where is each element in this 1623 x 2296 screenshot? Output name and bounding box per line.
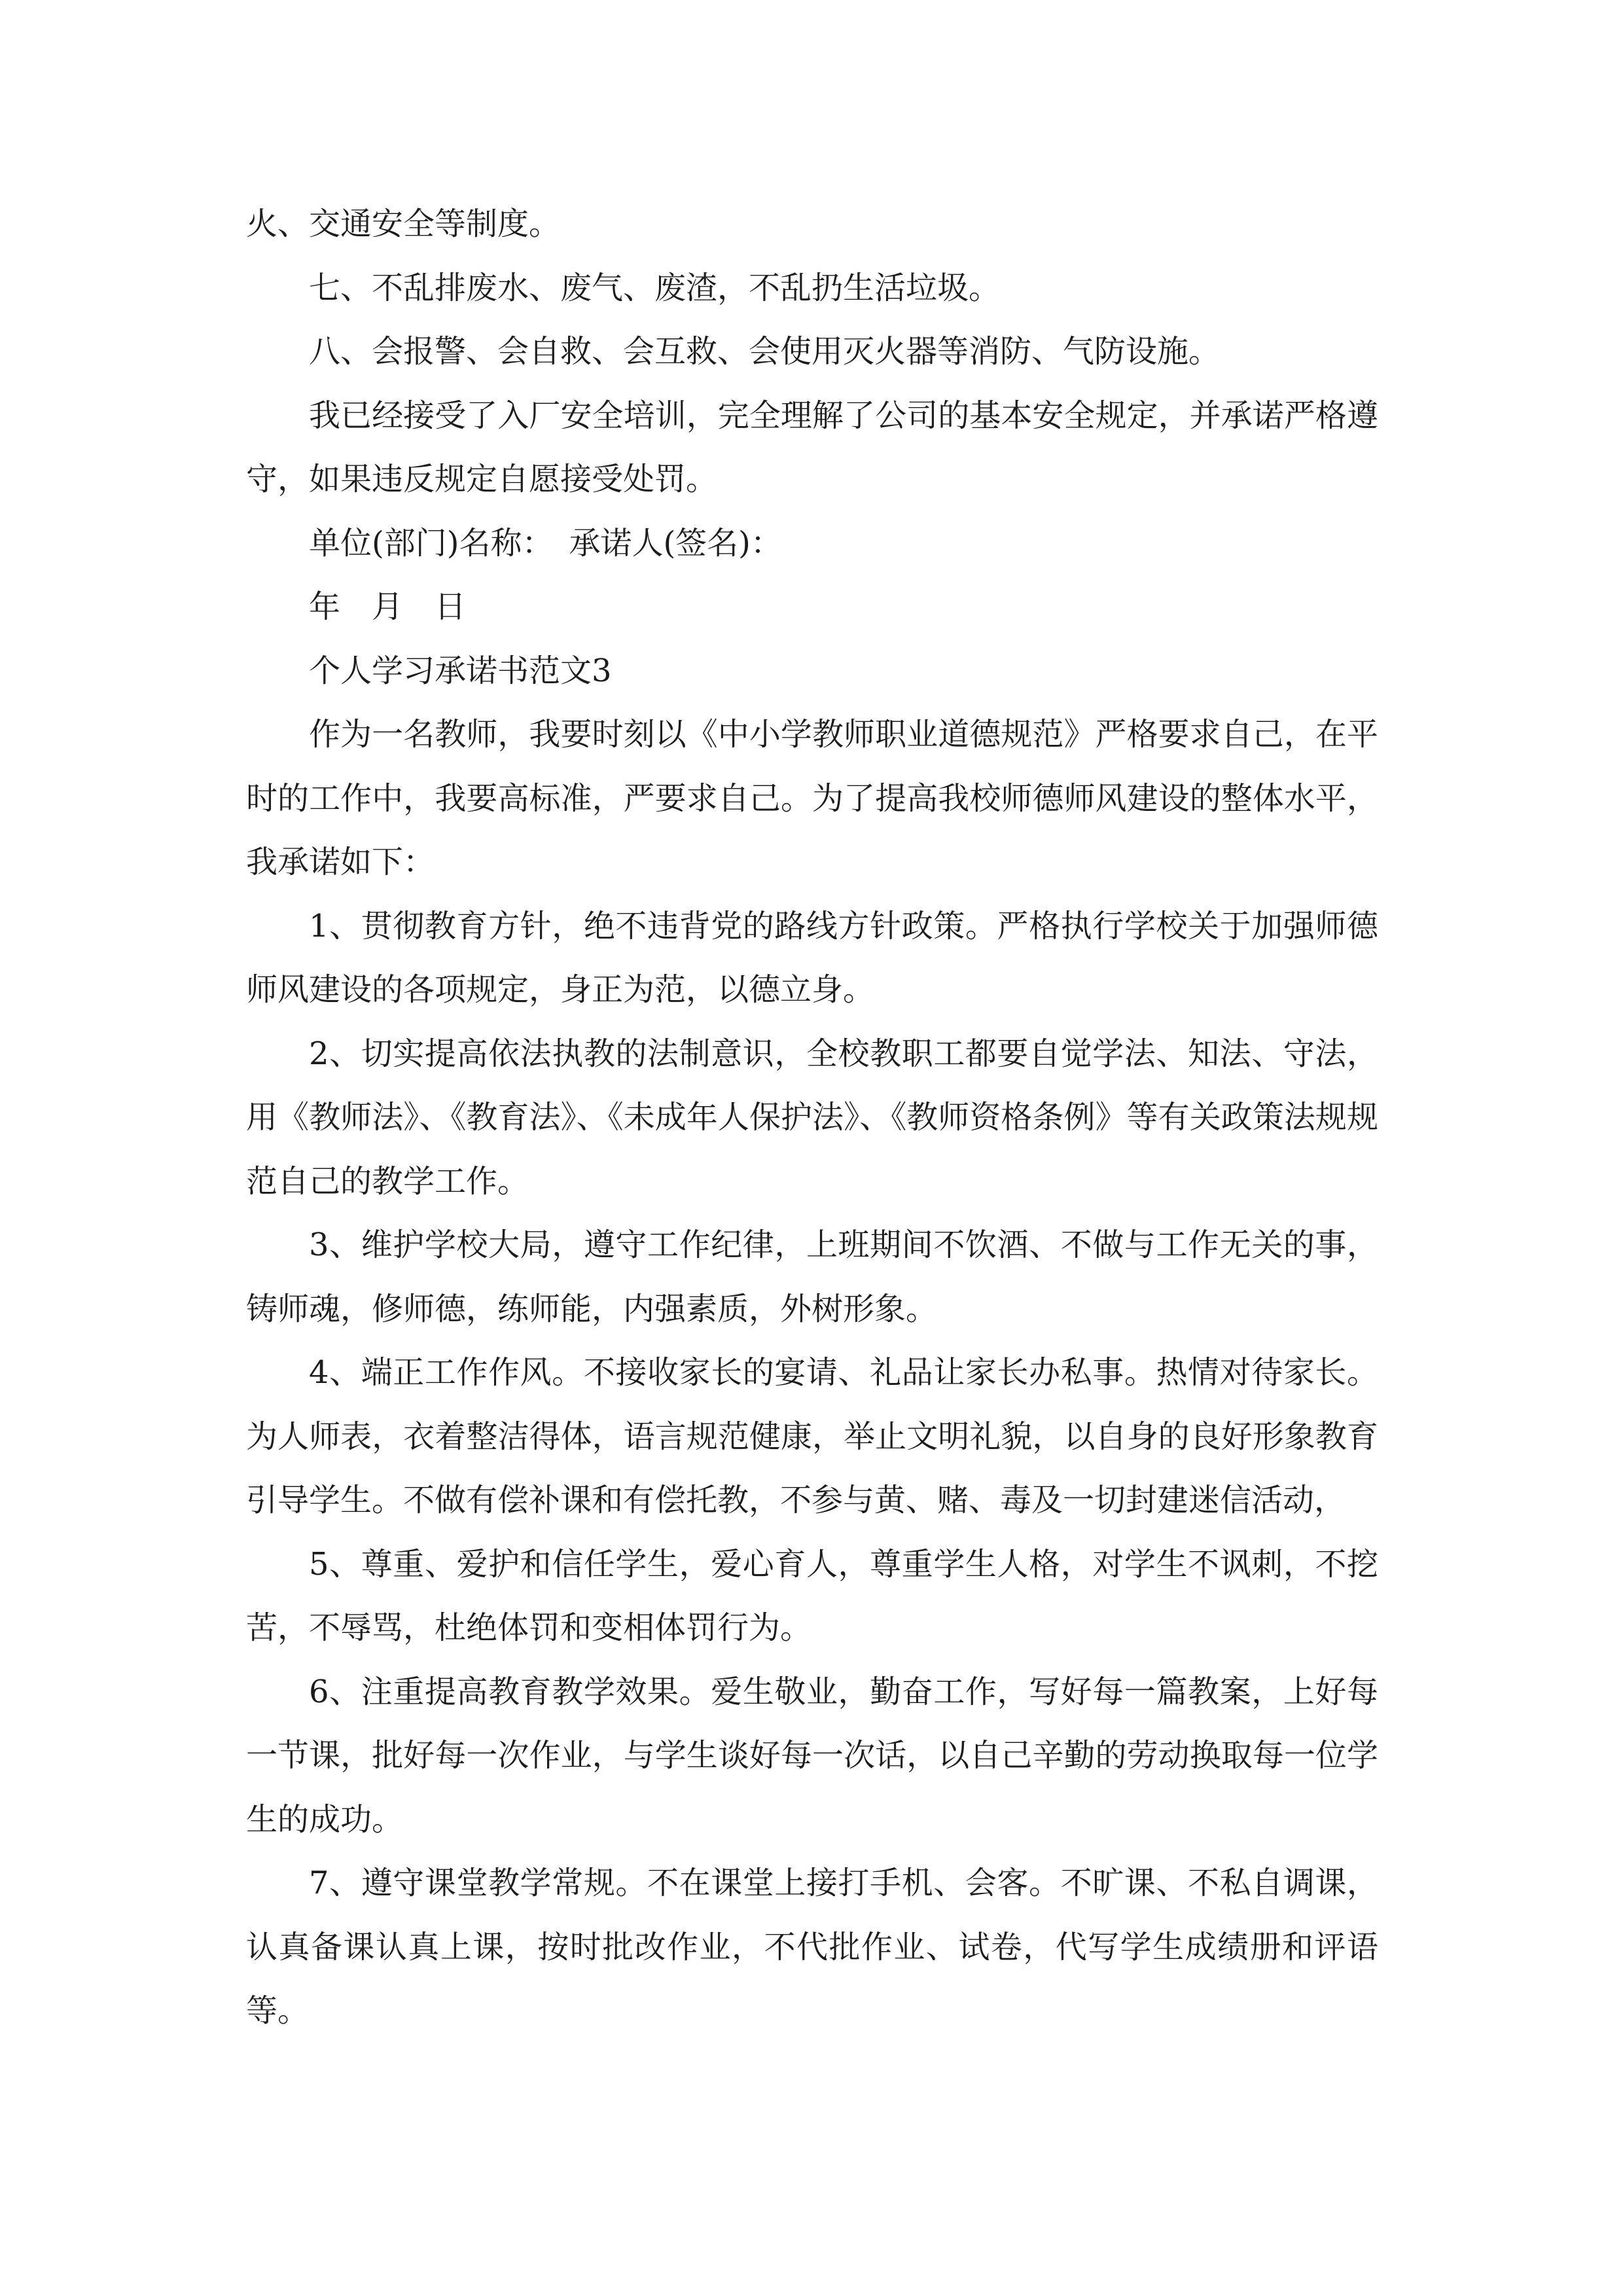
date-line: 年 月 日: [309, 588, 467, 625]
paragraph-intro: 作为一名教师，我要时刻以《中小学教师职业道德规范》严格要求自己，在平时的工作中，我要高标准，严要求自己。为了提高我校师德师风建设的整体水平，我承诺如下：: [246, 716, 1378, 880]
paragraph-pledge-2: 2、切实提高依法执教的法制意识，全校教职工都要自觉学法、知法、守法，用《教师法》、《教育法》、《未成年人保护法》、《教师资格条例》等有关政策法规规范自己的教学工作。: [246, 1035, 1378, 1200]
paragraph-item-7: 七、不乱排废水、废气、废渣，不乱扔生活垃圾。: [309, 269, 1001, 306]
paragraph-item-8: 八、会报警、会自救、会互救、会使用灭火器等消防、气防设施。: [309, 333, 1221, 370]
signature-line: 单位(部门)名称： 承诺人(签名)：: [309, 524, 782, 562]
paragraph-acknowledgement: 我已经接受了入厂安全培训，完全理解了公司的基本安全规定，并承诺严格遵守，如果违反规定自愿接受处罚。: [246, 397, 1378, 497]
paragraph-continuation: 火、交通安全等制度。: [246, 206, 561, 242]
paragraph-pledge-4: 4、端正工作作风。不接收家长的宴请、礼品让家长办私事。热情对待家长。为人师表，衣着整洁得体，语言规范健康，举止文明礼貌，以自身的良好形象教育引导学生。不做有偿补课和有偿托教，不参与黄、赌、毒及一切封建迷信活动，: [246, 1354, 1378, 1518]
paragraph-pledge-6: 6、注重提高教育教学效果。爱生敬业，勤奋工作，写好每一篇教案，上好每一节课，批好每一次作业，与学生谈好每一次话，以自己辛勤的劳动换取每一位学生的成功。: [246, 1673, 1378, 1838]
paragraph-pledge-3: 3、维护学校大局，遵守工作纪律，上班期间不饮酒、不做与工作无关的事，铸师魂，修师德，练师能，内强素质，外树形象。: [246, 1227, 1378, 1327]
paragraph-pledge-5: 5、尊重、爱护和信任学生，爱心育人，尊重学生人格，对学生不讽刺，不挖苦，不辱骂，杜绝体罚和变相体罚行为。: [246, 1545, 1378, 1646]
document-body: [246, 192, 1378, 2043]
paragraph-pledge-7: 7、遵守课堂教学常规。不在课堂上接打手机、会客。不旷课、不私自调课，认真备课认真上课，按时批改作业，不代批作业、试卷，代写学生成绩册和评语等。: [246, 1865, 1378, 2029]
section-title: 个人学习承诺书范文3: [309, 652, 612, 689]
paragraph-pledge-1: 1、贯彻教育方针，绝不违背党的路线方针政策。严格执行学校关于加强师德师风建设的各项规定，身正为范，以德立身。: [246, 907, 1378, 1008]
